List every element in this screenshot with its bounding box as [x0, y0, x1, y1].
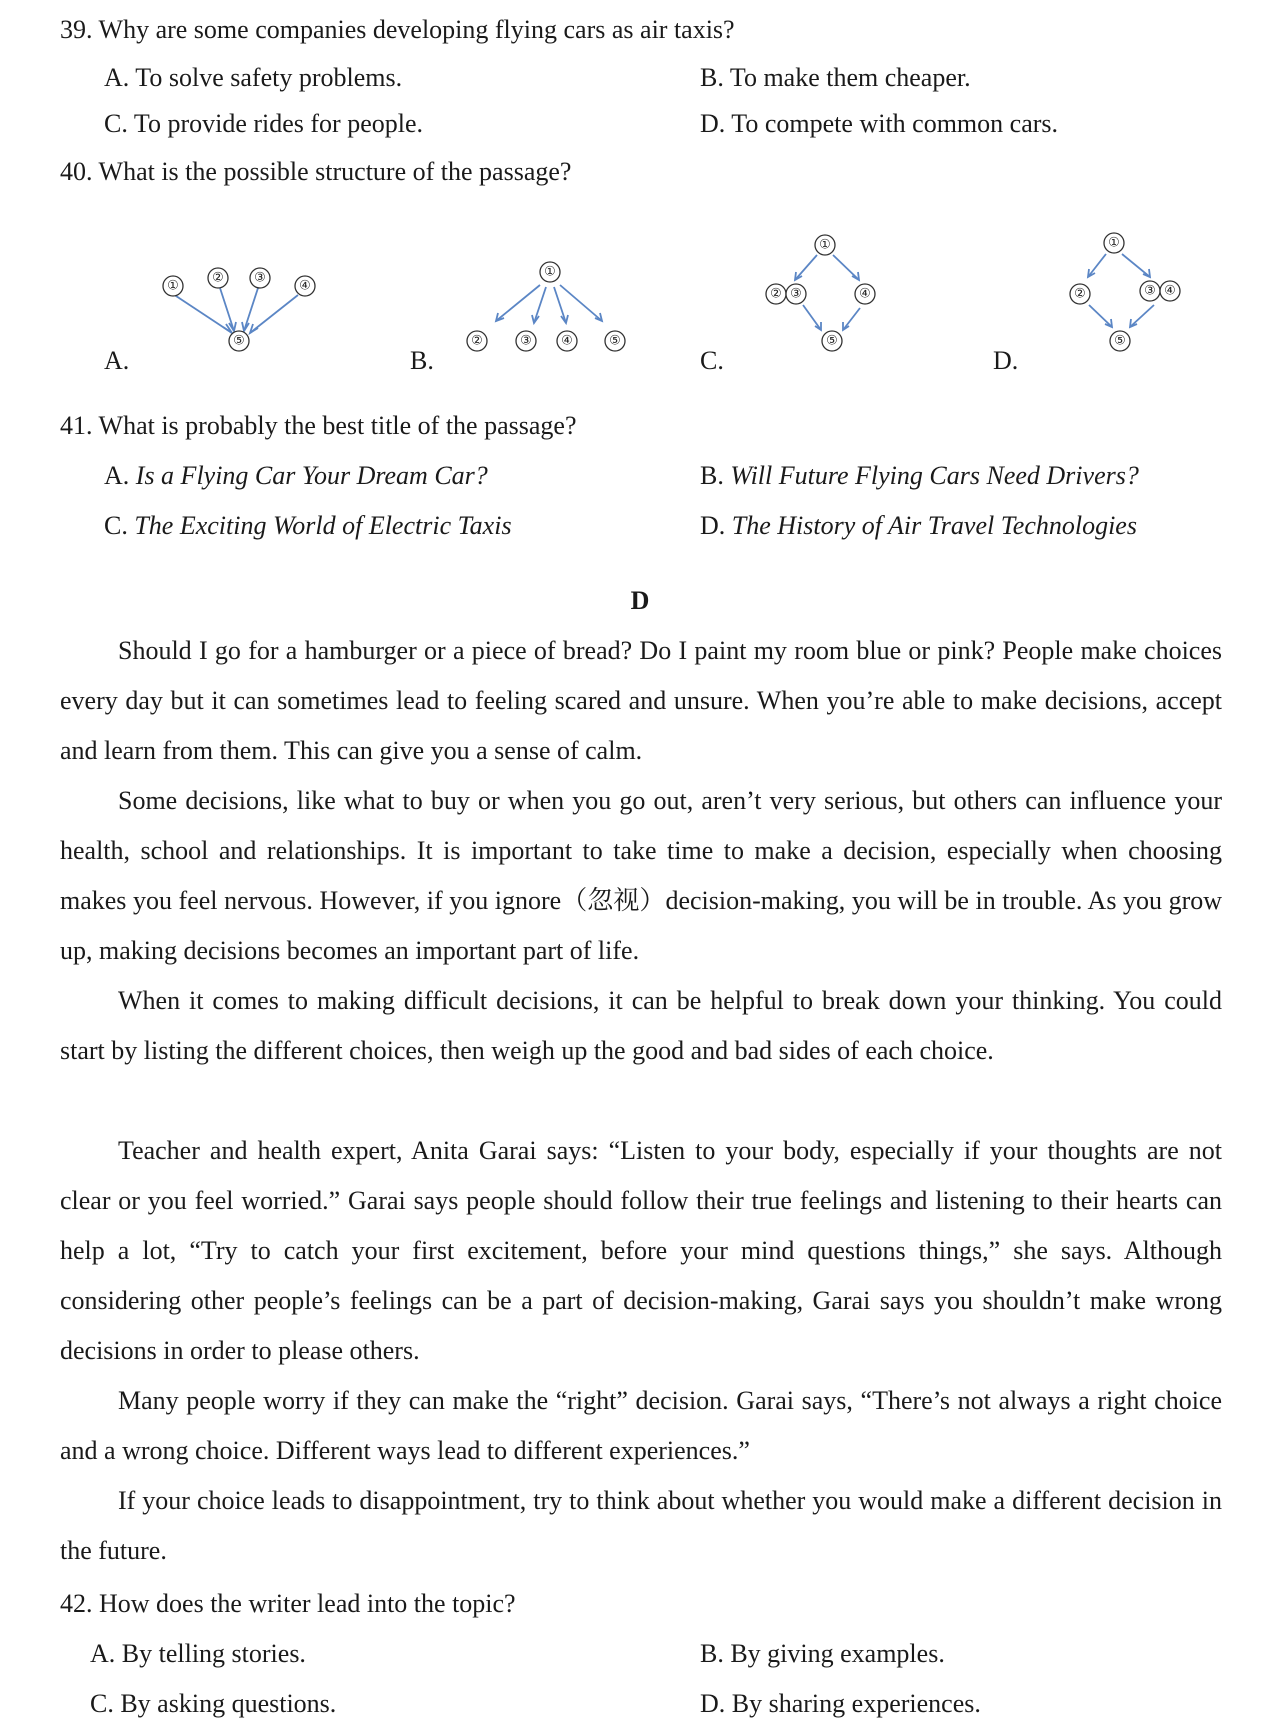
q41-option-c: C. The Exciting World of Electric Taxis	[104, 511, 512, 540]
diagram-b-node-5	[605, 331, 625, 351]
diagram-b-svg	[460, 255, 640, 355]
diagram-b-node-3	[516, 331, 536, 351]
diagram-b-node-2	[467, 331, 487, 351]
svg-text:③: ③	[254, 270, 266, 286]
svg-text:④: ④	[859, 286, 871, 302]
q39-option-c: C. To provide rides for people.	[104, 109, 424, 138]
diagram-d	[1048, 225, 1198, 365]
svg-text:⑤: ⑤	[233, 333, 245, 349]
svg-text:③: ③	[520, 333, 532, 349]
diagram-c-node-1	[815, 235, 835, 255]
diagram-a-node-1	[163, 276, 183, 296]
diagram-a-label: A.	[104, 346, 130, 375]
diagram-d-node-5	[1110, 331, 1130, 351]
diagram-d-svg	[1048, 225, 1198, 365]
diagram-b-node-4	[557, 331, 577, 351]
diagram-d-node-1	[1104, 233, 1124, 253]
q39-option-d: D. To compete with common cars.	[700, 109, 1059, 138]
diagram-a-svg	[150, 255, 330, 355]
passage-paragraph-4: Teacher and health expert, Anita Garai says: “Listen to your body, especially if your thoughts are not clear or you feel worried.” Garai says people should follow their true feelings and listening to their hearts can help a lot, “Try to catch your first excitement, before your mind questions things,” she says. Although considering other people’s feelings can be a part of decision-making, Garai says you shouldn’t make wrong decisions in order to please others.	[60, 1136, 1222, 1365]
q42-option-b: B. By giving examples.	[700, 1639, 945, 1668]
question-40: 40. What is the possible structure of the passage?	[60, 157, 572, 186]
svg-text:①: ①	[1108, 235, 1120, 251]
question-42: 42. How does the writer lead into the topic?	[60, 1589, 516, 1618]
diagram-b	[460, 255, 640, 355]
diagram-a-node-5	[229, 331, 249, 351]
diagram-c-svg	[755, 228, 895, 368]
q39-option-a: A. To solve safety problems.	[104, 63, 403, 92]
q42-option-a: A. By telling stories.	[90, 1639, 306, 1668]
svg-text:⑤: ⑤	[826, 333, 838, 349]
svg-text:②: ②	[1074, 286, 1086, 302]
svg-text:④: ④	[299, 278, 311, 294]
question-41: 41. What is probably the best title of the passage?	[60, 411, 577, 440]
diagram-c-node-5	[822, 331, 842, 351]
svg-text:②: ②	[212, 270, 224, 286]
q41-option-d: D. The History of Air Travel Technologies	[700, 511, 1137, 540]
passage-paragraph-6: If your choice leads to disappointment, try to think about whether you would make a different decision in the future.	[60, 1486, 1222, 1565]
diagram-a-node-3	[250, 268, 270, 288]
diagram-c-node-23	[766, 284, 806, 304]
diagram-d-label: D.	[993, 346, 1019, 375]
diagram-a-node-4	[295, 276, 315, 296]
diagram-d-node-34	[1140, 281, 1180, 301]
svg-text:④: ④	[1164, 283, 1176, 299]
q41-option-a: A. Is a Flying Car Your Dream Car?	[104, 461, 488, 490]
passage-paragraph-3: When it comes to making difficult decisions, it can be helpful to break down your thinking. You could start by listing the different choices, then weigh up the good and bad sides of each choice.	[60, 986, 1222, 1065]
diagram-b-label: B.	[410, 346, 434, 375]
q39-option-b: B. To make them cheaper.	[700, 63, 971, 92]
q42-option-c: C. By asking questions.	[90, 1689, 337, 1718]
passage-paragraph-1: Should I go for a hamburger or a piece of bread? Do I paint my room blue or pink? People make choices every day but it can sometimes lead to feeling scared and unsure. When you’re able to make decisions, accept and learn from them. This can give you a sense of calm.	[60, 636, 1222, 765]
svg-text:③: ③	[1144, 283, 1156, 299]
svg-text:②: ②	[471, 333, 483, 349]
svg-text:④: ④	[561, 333, 573, 349]
diagram-a	[150, 255, 330, 355]
diagram-c-node-4	[855, 284, 875, 304]
svg-text:③: ③	[790, 286, 802, 302]
svg-text:⑤: ⑤	[1114, 333, 1126, 349]
passage-paragraph-5: Many people worry if they can make the “right” decision. Garai says, “There’s not always a right choice and a wrong choice. Different ways lead to different experiences.”	[60, 1386, 1222, 1465]
svg-text:①: ①	[544, 264, 556, 280]
q42-option-d: D. By sharing experiences.	[700, 1689, 981, 1718]
question-39: 39. Why are some companies developing flying cars as air taxis?	[60, 15, 735, 44]
svg-text:①: ①	[167, 278, 179, 294]
passage-paragraph-2: Some decisions, like what to buy or when you go out, aren’t very serious, but others can influence your health, school and relationships. It is important to take time to make a decision, especially when choosing makes you feel nervous. However, if you ignore（忽视）decision-making, you will be in trouble. As you grow up, making decisions becomes an important part of life.	[60, 786, 1222, 965]
svg-text:⑤: ⑤	[609, 333, 621, 349]
diagram-a-node-2	[208, 268, 228, 288]
diagram-d-node-2	[1070, 284, 1090, 304]
diagram-c	[755, 228, 895, 368]
svg-text:①: ①	[819, 237, 831, 253]
section-heading: D	[630, 586, 650, 615]
svg-text:②: ②	[770, 286, 782, 302]
diagram-c-label: C.	[700, 346, 724, 375]
q41-option-b: B. Will Future Flying Cars Need Drivers?	[700, 461, 1139, 490]
diagram-b-node-1	[540, 262, 560, 282]
